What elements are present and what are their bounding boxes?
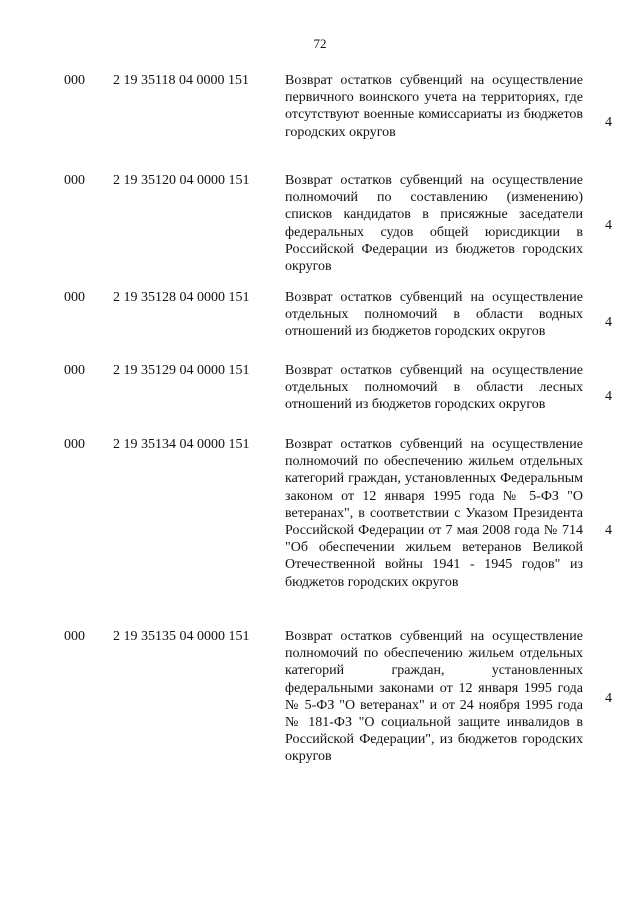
budget-classification-code: 2 19 35118 04 0000 151 [113,73,249,88]
row-description: Возврат остатков субвенций на осуществление полномочий по обеспечению жильем отдельных категорий граждан, установленных федеральными законами от 12 января 1995 года № 5-ФЗ "О ветеранах" и от 24 ноября 1995 года № 181-ФЗ "О социальной защите инвалидов в Российской Федерации", из бюджетов городских округов [285,629,583,765]
row-value: 4 [605,389,612,404]
row-description: Возврат остатков субвенций на осуществление отдельных полномочий в области лесных отношений из бюджетов городских округов [285,363,583,413]
page-number: 72 [313,36,327,51]
budget-classification-code: 2 19 35120 04 0000 151 [113,173,250,188]
budget-classification-code: 2 19 35128 04 0000 151 [113,290,250,305]
admin-code: 000 [64,437,85,452]
row-description: Возврат остатков субвенций на осуществление первичного воинского учета на территориях, где отсутствуют военные комиссариаты из бюджетов городских округов [285,73,583,140]
row-value: 4 [605,115,612,130]
table-row [0,172,640,276]
table-row [0,436,640,616]
admin-code: 000 [64,173,85,188]
row-value: 4 [605,315,612,330]
row-value: 4 [605,523,612,538]
table-row [0,72,640,158]
table-row [0,289,640,359]
row-value: 4 [605,218,612,233]
row-description: Возврат остатков субвенций на осуществление полномочий по составлению (изменению) списков кандидатов в присяжные заседатели федеральных судов общей юрисдикции в Российской Федерации из бюджетов городских округов [285,173,583,275]
admin-code: 000 [64,73,85,88]
table-row [0,362,640,432]
admin-code: 000 [64,629,85,644]
budget-classification-code: 2 19 35129 04 0000 151 [113,363,250,378]
budget-classification-code: 2 19 35135 04 0000 151 [113,629,250,644]
admin-code: 000 [64,363,85,378]
admin-code: 000 [64,290,85,305]
table-row [0,628,640,768]
row-description: Возврат остатков субвенций на осуществление полномочий по обеспечению жильем отдельных категорий граждан, установленных Федеральным законом от 12 января 1995 года № 5-ФЗ "О ветеранах", в соответствии с Указом Президента Российской Федерации от 7 мая 2008 года № 714 "Об обеспечении жильем ветеранов Великой Отечественной войны 1941 - 1945 годов" из бюджетов городских округов [285,437,583,590]
row-value: 4 [605,691,612,706]
budget-classification-code: 2 19 35134 04 0000 151 [113,437,250,452]
row-description: Возврат остатков субвенций на осуществление отдельных полномочий в области водных отношений из бюджетов городских округов [285,290,583,340]
